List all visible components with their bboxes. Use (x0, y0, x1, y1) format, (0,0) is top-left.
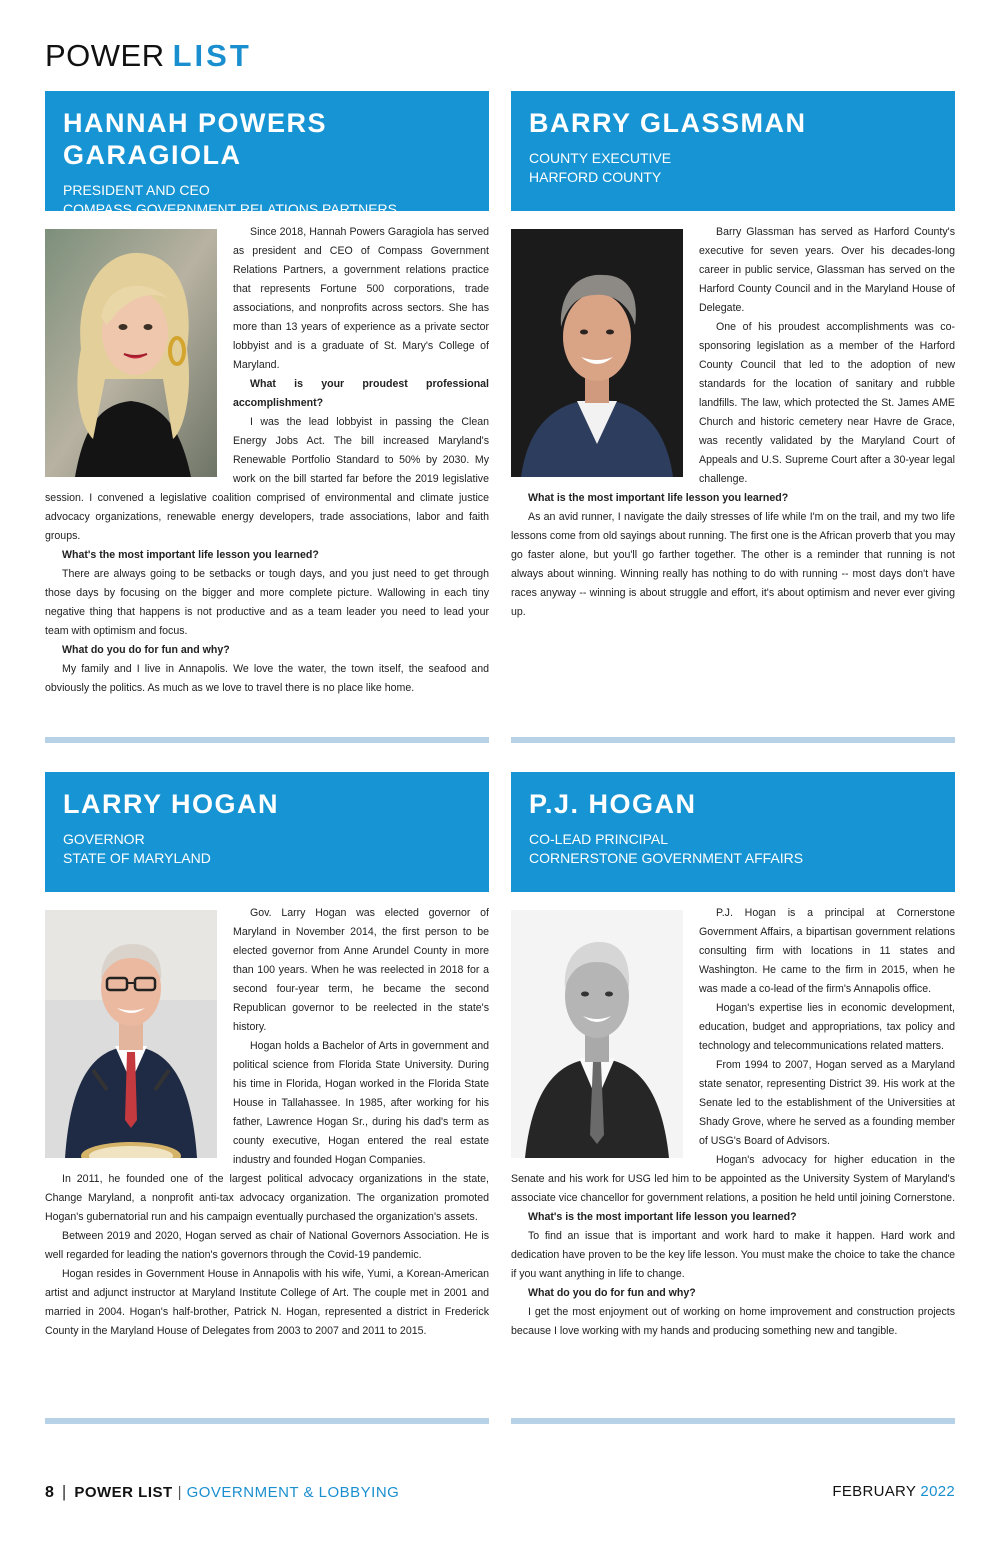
footer-separator: | (177, 1484, 182, 1501)
profile-title: PRESIDENT AND CEO (63, 182, 210, 198)
paragraph: Hogan's expertise lies in economic development, education, budget and appropriations, tax policy and technology and telecommunications related matters. (699, 1002, 955, 1052)
profile-name: P.J. HOGAN (529, 789, 697, 819)
paragraph: In 2011, he founded one of the largest political advocacy organizations in the state, Change Maryland, a nonprofit anti-tax advocacy organization. The organization promoted Hogan's gubernatorial run and his campaign eventually purchased the organization's assets. (45, 1173, 489, 1223)
issue-month: FEBRUARY (832, 1483, 916, 1500)
profile-title: CO-LEAD PRINCIPAL (529, 831, 668, 847)
profile-title: GOVERNOR (63, 831, 145, 847)
profile-organization: STATE OF MARYLAND (63, 850, 211, 866)
profile-role (63, 830, 471, 868)
masthead-word-power: POWER (45, 38, 165, 73)
paragraph: To find an issue that is important and work hard to make it happen. Hard work and dedication have proven to be the key life lesson. You must make the choice to take the chance if you want anything in life to change. (511, 1230, 955, 1280)
paragraph: Between 2019 and 2020, Hogan served as chair of National Governors Association. He is well regarded for leading the nation's governors through the Covid-19 pandemic. (45, 1230, 489, 1261)
paragraph: Since 2018, Hannah Powers Garagiola has served as president and CEO of Compass Government Relations Partners, a government relations practice that represents Fortune 500 corporations, trade associations, and nonprofits across sectors. She has more than 13 years of experience as a private sector lobbyist and is a graduate of St. Mary's College of Maryland. (233, 226, 489, 371)
profile-name: BARRY GLASSMAN (529, 108, 807, 138)
profile-banner (511, 772, 955, 892)
page-number: 8 (45, 1484, 54, 1501)
question: What do you do for fun and why? (528, 1287, 696, 1299)
masthead-word-list: LIST (172, 38, 252, 73)
paragraph: I was the lead lobbyist in passing the Clean Energy Jobs Act. The bill increased Maryland's Renewable Portfolio Standard to 50% by 2030. My work on the bill started far before the 2019 legislative session. I convened a legislative coalition comprised of environmental and climate justice advocacy organizations, renewable energy developers, trade associations, labor and faith groups. (45, 416, 489, 542)
profile-banner (45, 772, 489, 892)
paragraph: P.J. Hogan is a principal at Cornerstone Government Affairs, a bipartisan government relations consulting firm with locations in 11 states and Washington. He came to the firm in 2015, when he was made a co-lead of the firm's Annapolis office. (699, 907, 955, 995)
profile-role (529, 830, 937, 868)
section-divider-rule (511, 1418, 955, 1424)
profile-body (45, 904, 489, 1341)
profile-organization: HARFORD COUNTY (529, 169, 662, 185)
paragraph: I get the most enjoyment out of working on home improvement and construction projects because I love working with my hands and producing something new and tangible. (511, 1306, 955, 1337)
section-divider-rule (511, 737, 955, 743)
question: What is your proudest professional accomplishment? (233, 378, 489, 409)
paragraph: My family and I live in Annapolis. We love the water, the town itself, the seafood and obviously the politics. As much as we love to travel there is no place like home. (45, 663, 489, 694)
masthead (45, 38, 252, 74)
footer-topic: GOVERNMENT & LOBBYING (186, 1484, 400, 1501)
profile-body (45, 223, 489, 698)
paragraph: Hogan holds a Bachelor of Arts in government and political science from Florida State University. During his time in Florida, Hogan worked in the Florida State House in Tallahassee. In 1985, after working for his father, Lawrence Hogan Sr., during his dad's term as county executive, Hogan entered the real estate industry and founded Hogan Companies. (233, 1040, 489, 1166)
section-divider-rule (45, 1418, 489, 1424)
issue-year: 2022 (920, 1483, 955, 1500)
paragraph: As an avid runner, I navigate the daily stresses of life while I'm on the trail, and my two life lessons come from old sayings about running. The first one is the African proverb that you may go faster alone, but you'll go farther together. The other is a reminder that running is not always about winning. Winning really has nothing to do with running -- most days don't have races anyway -- winning is about struggle and effort, it's about optimism and never ever giving up. (511, 511, 955, 618)
profile-role (529, 149, 937, 187)
paragraph: From 1994 to 2007, Hogan served as a Maryland state senator, representing District 39. His work at the Senate led to the establishment of the Universities at Shady Grove, where he served as a founding member of USG's Board of Advisors. (699, 1059, 955, 1147)
paragraph: Gov. Larry Hogan was elected governor of Maryland in November 2014, the first person to be elected governor from Anne Arundel County in more than 100 years. When he was reelected in 2018 for a second four-year term, he became the second Republican governor to be reelected in the state's history. (233, 907, 489, 1033)
profile-banner (511, 91, 955, 211)
profile-role (63, 181, 471, 219)
profile-name: HANNAH POWERS GARAGIOLA (63, 108, 328, 170)
question: What do you do for fun and why? (62, 644, 230, 656)
profile-organization: CORNERSTONE GOVERNMENT AFFAIRS (529, 850, 804, 866)
profile-body (511, 904, 955, 1341)
footer-section-name: POWER LIST (74, 1484, 173, 1501)
profile-name: LARRY HOGAN (63, 789, 280, 819)
paragraph: Barry Glassman has served as Harford County's executive for seven years. Over his decades-long career in public service, Glassman has served on the Harford County Council and in the Maryland House of Delegate. (699, 226, 955, 314)
profile-organization: COMPASS GOVERNMENT RELATIONS PARTNERS (63, 201, 397, 217)
question: What's is the most important life lesson you learned? (528, 1211, 797, 1223)
question: What is the most important life lesson you learned? (528, 492, 789, 504)
paragraph: Hogan's advocacy for higher education in the Senate and his work for USG led him to be appointed as the University System of Maryland's associate vice chancellor for government relations, a position he held until joining Cornerstone. (511, 1154, 956, 1204)
profile-title: COUNTY EXECUTIVE (529, 150, 672, 166)
profile-body (511, 223, 955, 622)
section-divider-rule (45, 737, 489, 743)
page-footer (45, 1481, 955, 1503)
paragraph: One of his proudest accomplishments was co-sponsoring legislation as a member of the Harford County Council that led to the adoption of new standards for the location of sanitary and rubble landfills. The law, which protected the St. James AME Church and historic cemetery near Havre de Grace, was recently validated by the Maryland Court of Appeals and U.S. Supreme Court after a 30-year legal challenge. (699, 321, 955, 485)
paragraph: There are always going to be setbacks or tough days, and you just need to get through those days by focusing on the bigger and more complete picture. Wallowing in each tiny negative thing that happens is not productive and as a team leader you need to lead your team with optimism and focus. (45, 568, 489, 637)
question: What's the most important life lesson you learned? (62, 549, 319, 561)
paragraph: Hogan resides in Government House in Annapolis with his wife, Yumi, a Korean-American artist and adjunct instructor at Maryland Institute College of Art. The couple met in 2001 and married in 2004. Hogan's half-brother, Patrick N. Hogan, represented a district in Frederick County in the Maryland House of Delegates from 2003 to 2007 and 2011 to 2015. (45, 1268, 489, 1337)
issue-date (832, 1481, 955, 1503)
footer-divider: | (61, 1482, 67, 1501)
profile-banner (45, 91, 489, 217)
